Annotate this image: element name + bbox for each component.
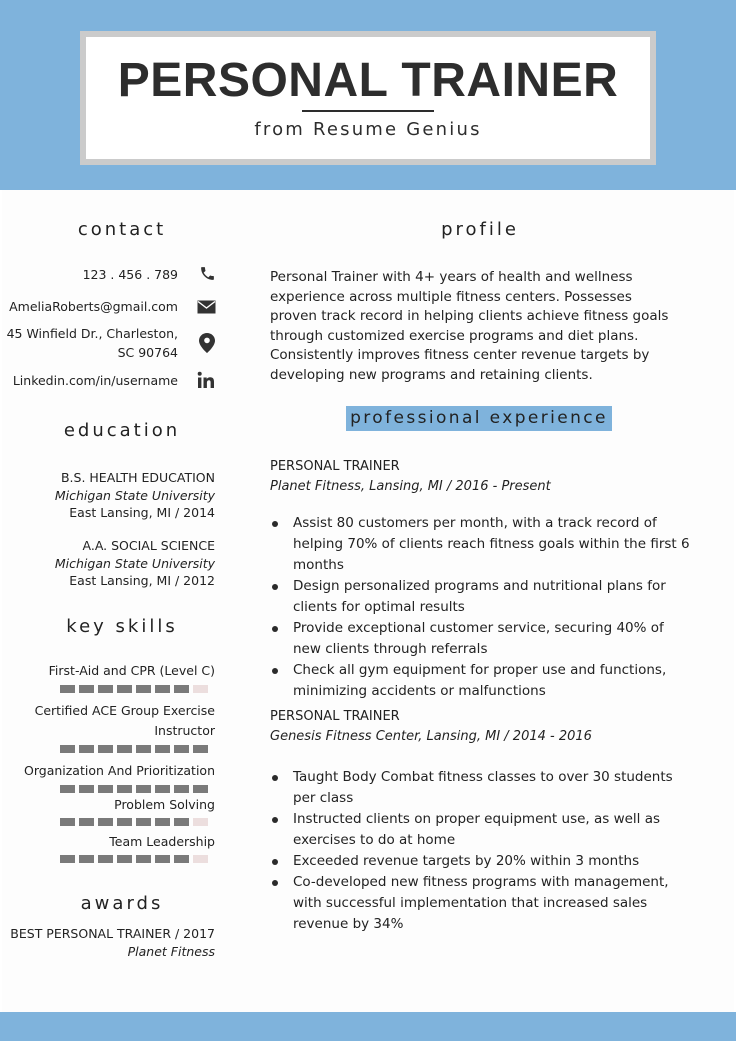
skill-bar-1 xyxy=(60,685,216,693)
job-bullets-2 xyxy=(270,767,690,935)
job-title-2: PERSONAL TRAINER xyxy=(270,709,400,724)
skill-segment-filled xyxy=(117,745,132,753)
skill-segment-filled xyxy=(155,745,170,753)
skill-segment-filled xyxy=(136,818,151,826)
job-subtitle-1: Planet Fitness, Lansing, MI / 2016 - Present xyxy=(270,479,551,494)
skill-segment-filled xyxy=(60,785,75,793)
skill-segment-filled xyxy=(60,818,75,826)
skill-segment-filled xyxy=(117,818,132,826)
contact-address-line1: 45 Winfield Dr., Charleston, xyxy=(6,326,178,341)
envelope-icon xyxy=(196,297,216,317)
education-degree-1: B.S. HEALTH EDUCATION xyxy=(60,470,215,485)
skill-segment-filled xyxy=(60,685,75,693)
skill-label-5: Team Leadership xyxy=(109,834,215,849)
contact-linkedin: Linkedin.com/in/username xyxy=(12,373,178,388)
skill-bar-5 xyxy=(60,855,216,863)
skill-segment-filled xyxy=(117,855,132,863)
profile-summary: Personal Trainer with 4+ years of health and wellness experience across multiple fitness centers. Possesses proven track record in helping clients achieve fitness goals through customized exercise programs and diet plans. Consistently improves fitness center revenue targets by developing new programs and retaining clients. xyxy=(270,269,669,383)
list-item: Co-developed new fitness programs with management, with successful implementation that increased sales revenue by 34% xyxy=(270,872,690,935)
skill-label-1: First-Aid and CPR (Level C) xyxy=(48,663,215,678)
skill-segment-filled xyxy=(193,745,208,753)
skill-segment-filled xyxy=(155,685,170,693)
section-heading-profile: profile xyxy=(441,219,519,240)
skill-segment-filled xyxy=(98,855,113,863)
skill-segment-filled xyxy=(79,818,94,826)
section-heading-awards: awards xyxy=(80,893,164,914)
phone-icon xyxy=(197,263,217,283)
skill-segment-filled xyxy=(136,685,151,693)
skill-segment-filled xyxy=(155,855,170,863)
skill-label-2: Certified ACE Group Exercise xyxy=(34,703,215,718)
title-box xyxy=(80,31,656,165)
section-heading-contact: contact xyxy=(77,219,167,240)
skill-segment-filled xyxy=(155,818,170,826)
education-degree-2: A.A. SOCIAL SCIENCE xyxy=(82,538,215,553)
section-heading-experience: professional experience xyxy=(346,406,612,431)
skill-segment-filled xyxy=(136,785,151,793)
skill-segment-filled xyxy=(79,745,94,753)
linkedin-icon xyxy=(196,370,216,390)
skill-segment-filled xyxy=(155,785,170,793)
skill-segment-filled xyxy=(117,685,132,693)
section-heading-skills: key skills xyxy=(66,616,178,637)
skill-label-3: Organization And Prioritization xyxy=(24,763,215,778)
skill-segment-empty xyxy=(193,855,208,863)
job-bullets-1 xyxy=(270,513,690,702)
skill-bar-4 xyxy=(60,818,216,826)
list-item: Instructed clients on proper equipment use, as well as exercises to do at home xyxy=(270,809,690,851)
skill-segment-filled xyxy=(193,785,208,793)
award-org: Planet Fitness xyxy=(127,944,215,959)
skill-segment-filled xyxy=(174,855,189,863)
footer-band xyxy=(0,1012,736,1041)
list-item: Taught Body Combat fitness classes to over 30 students per class xyxy=(270,767,690,809)
skill-segment-empty xyxy=(193,818,208,826)
award-title: BEST PERSONAL TRAINER / 2017 xyxy=(10,926,215,941)
education-school-2: Michigan State University xyxy=(54,556,215,571)
skill-segment-filled xyxy=(174,818,189,826)
job-subtitle-2: Genesis Fitness Center, Lansing, MI / 2014 - 2016 xyxy=(270,729,592,744)
skill-segment-filled xyxy=(79,685,94,693)
resume-subtitle: from Resume Genius xyxy=(254,119,482,140)
list-item: Exceeded revenue targets by 20% within 3 months xyxy=(270,851,690,872)
resume-title: PERSONAL TRAINER xyxy=(117,54,619,107)
skill-segment-filled xyxy=(136,745,151,753)
list-item: Check all gym equipment for proper use and functions, minimizing accidents or malfunctions xyxy=(270,660,690,702)
job-title-1: PERSONAL TRAINER xyxy=(270,459,400,474)
education-location-1: East Lansing, MI / 2014 xyxy=(69,505,215,520)
skill-bar-2 xyxy=(60,745,216,753)
skill-segment-filled xyxy=(174,685,189,693)
skill-segment-filled xyxy=(60,745,75,753)
skill-segment-filled xyxy=(60,855,75,863)
contact-address-line2: SC 90764 xyxy=(117,345,178,360)
skill-segment-filled xyxy=(79,855,94,863)
title-divider xyxy=(302,110,434,112)
education-school-1: Michigan State University xyxy=(54,488,215,503)
skill-segment-empty xyxy=(193,685,208,693)
skill-segment-filled xyxy=(98,818,113,826)
skill-segment-filled xyxy=(117,785,132,793)
list-item: Provide exceptional customer service, securing 40% of new clients through referrals xyxy=(270,618,690,660)
skill-segment-filled xyxy=(98,685,113,693)
skill-segment-filled xyxy=(79,785,94,793)
map-pin-icon xyxy=(197,333,217,353)
contact-email: AmeliaRoberts@gmail.com xyxy=(9,299,178,314)
skill-segment-filled xyxy=(174,785,189,793)
skill-segment-filled xyxy=(174,745,189,753)
skill-bar-3 xyxy=(60,785,216,793)
skill-label-2b: Instructor xyxy=(154,723,215,738)
education-location-2: East Lansing, MI / 2012 xyxy=(69,573,215,588)
contact-phone: 123 . 456 . 789 xyxy=(82,267,178,282)
skill-segment-filled xyxy=(98,785,113,793)
skill-segment-filled xyxy=(136,855,151,863)
list-item: Assist 80 customers per month, with a track record of helping 70% of clients reach fitness goals within the first 6 months xyxy=(270,513,690,576)
skill-segment-filled xyxy=(98,745,113,753)
list-item: Design personalized programs and nutritional plans for clients for optimal results xyxy=(270,576,690,618)
section-heading-education: education xyxy=(63,420,181,441)
skill-label-4: Problem Solving xyxy=(114,797,215,812)
